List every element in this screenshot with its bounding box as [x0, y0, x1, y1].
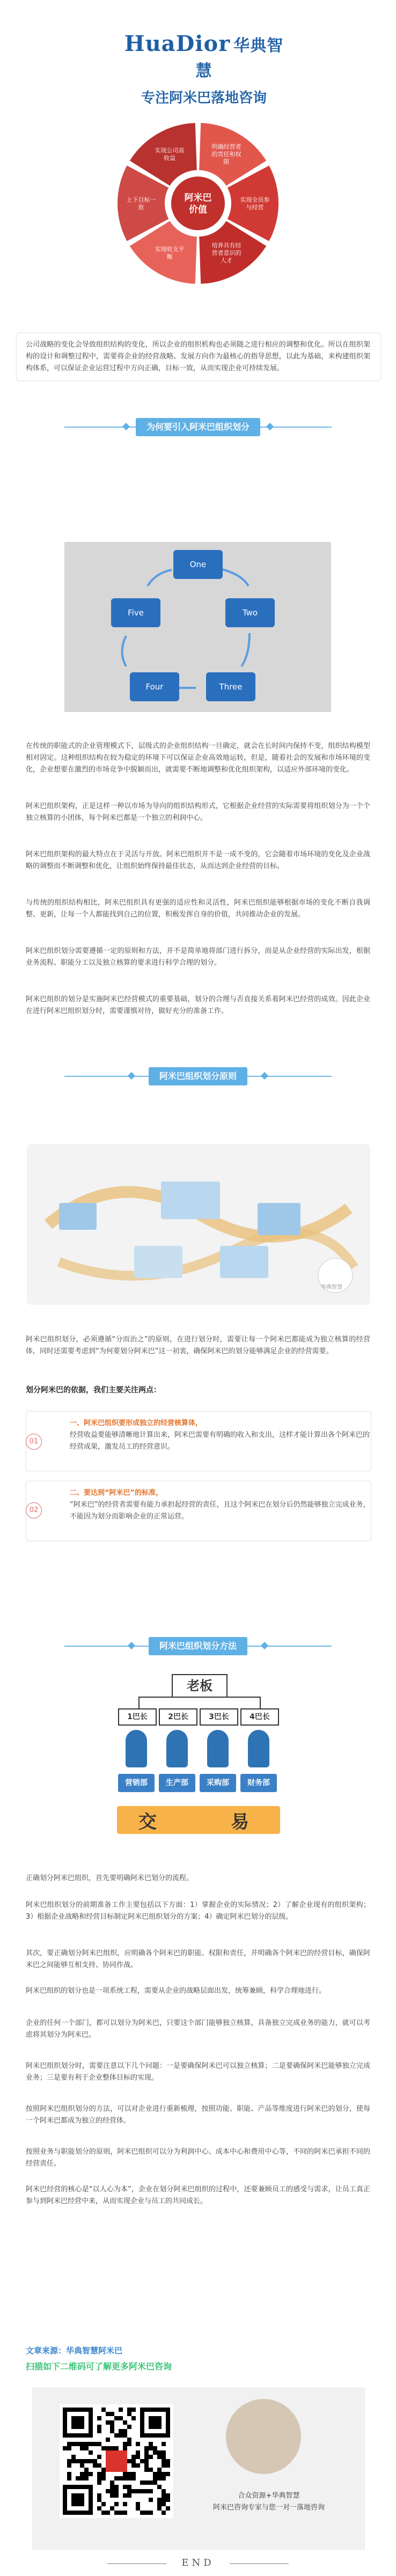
trade-char-1: 交 — [138, 1811, 157, 1833]
org-department: 生产部 — [159, 1774, 195, 1792]
section-header-2 — [0, 1066, 396, 1087]
org-boss: 老板 — [172, 1674, 228, 1698]
consultant-caption — [188, 2490, 349, 2514]
intro-paragraph: 公司战略的变化会导致组织结构的变化，所以企业的组织机构也必须随之进行相应的调整和优化。所以在组织架构的设计和调整过程中，需要将企业的经营战略、发展方向作为最核心的指导思想，以此为基础，来构建组织架构体系，可以保证企业运营过程中方向正确，目标一致，从而实现企业可持续发展。 — [26, 341, 370, 372]
building-icon — [59, 1203, 97, 1230]
body3-p4: 阿米巴组织的划分也是一项系统工程，需要从企业的战略层面出发，统筹兼顾，科学合理地进行。 — [26, 1987, 326, 1995]
qr-code[interactable] — [60, 2404, 173, 2518]
org-department: 财务部 — [240, 1774, 277, 1792]
body3-p8: 按照业务与职能划分的原则，阿米巴组织可以分为利润中心、成本中心和费用中心等，不同的阿米巴承担不同的经营责任。 — [26, 2148, 370, 2168]
body3-p2: 阿米巴组织划分的前期准备工作主要包括以下方面：1）掌握企业的实际情况；2）了解企业现有的组织架构；3）根据企业战略和经营目标制定阿米巴组织划分的方案；4）确定阿米巴划分的层级。 — [26, 1901, 370, 1921]
body2-lead: 划分阿米巴的依据，我们主要关注两点： — [26, 1386, 161, 1395]
cycle-node-2: Two — [225, 598, 275, 627]
cycle-diagram — [64, 542, 331, 712]
note-number-1: 01 — [26, 1434, 42, 1450]
wheel-segment-label: 营者意识的 — [211, 249, 241, 256]
body3-p5: 企业的任何一个部门，都可以划分为阿米巴，只要这个部门能够独立核算，具备独立完成业务的能力，就可以考虑将其划分为阿米巴。 — [26, 2019, 370, 2039]
diamond-icon — [128, 1072, 135, 1080]
note-title-1: 一、阿米巴组织要形成独立的经营核算体， — [70, 1419, 203, 1427]
brand-name — [123, 31, 284, 82]
org-department: 营销部 — [118, 1774, 155, 1792]
cycle-node-5: Five — [111, 598, 160, 627]
wheel-segment-label: 实现收支平 — [155, 245, 185, 253]
body1-p5: 阿米巴组织划分需要遵循一定的原则和方法，并不是简单地将部门进行拆分，而是从企业经营的实际出发，根据业务流程、职能分工以及独立核算的要求进行科学合理的划分。 — [26, 947, 370, 967]
arrow-icon — [241, 633, 250, 666]
body3-p1: 正确划分阿米巴组织，首先要明确阿米巴划分的流程。 — [26, 1874, 194, 1882]
diamond-icon — [128, 1642, 135, 1649]
cycle-node-4: Four — [130, 672, 179, 701]
section-title: 阿米巴组织划分原则 — [149, 1067, 247, 1085]
wheel-segment-label: 的责任和权 — [211, 151, 241, 158]
end-divider — [0, 2554, 396, 2573]
qr-code-icon — [63, 2408, 170, 2515]
diamond-icon — [266, 423, 274, 430]
wheel-segment-label: 收益 — [164, 155, 175, 162]
org-head: 1巴长 — [118, 1708, 157, 1726]
brand-logo — [123, 31, 284, 106]
building-icon — [161, 1181, 220, 1219]
note-title-2: 二、要达到“阿米巴”的标准， — [70, 1489, 163, 1497]
body1-p2: 阿米巴组织架构，正是这样一种以市场为导向的组织结构形式，它根据企业经营的实际需要将组织划分为一个个独立核算的小团体，每个阿米巴都是一个独立的利润中心。 — [26, 802, 370, 822]
caption-line2: 阿米巴咨询专家与您一对一落地咨询 — [212, 2504, 325, 2512]
wheel-segment-label: 限 — [223, 158, 230, 166]
wheel-center-line1: 阿米巴 — [184, 193, 212, 203]
end-label: END — [181, 2557, 215, 2568]
org-connector — [138, 1697, 261, 1709]
contact-card — [32, 2388, 365, 2550]
note-number-2: 02 — [26, 1502, 42, 1518]
wheel-segment-label: 实现公司高 — [155, 147, 185, 155]
diamond-icon — [261, 1072, 268, 1080]
arrow-icon — [220, 569, 248, 586]
wheel-segment-label: 致 — [138, 204, 144, 211]
building-icon — [220, 1246, 268, 1278]
caption-line1: 合众资源+华典智慧 — [238, 2492, 300, 2500]
person-icon — [126, 1730, 147, 1767]
wheel-center — [171, 177, 225, 230]
diamond-icon — [261, 1642, 268, 1649]
arrow-icon — [122, 636, 127, 666]
wheel-center-line2: 价值 — [189, 204, 207, 215]
wheel-segment-label: 培养具有经 — [211, 241, 241, 249]
brand-name-cn: 华典智慧 — [195, 36, 284, 80]
building-icon — [134, 1246, 182, 1278]
org-head: 2巴长 — [159, 1708, 197, 1726]
org-department: 采购部 — [200, 1774, 236, 1792]
body2-p1: 阿米巴组织划分，必须遵循“分而治之”的原则，在进行划分时，需要让每一个阿米巴都能成为独立核算的经营体，同时还需要考虑到“为何要划分阿米巴”这一初衷，确保阿米巴的划分能够满足企业的经营需要。 — [26, 1335, 370, 1355]
illustration-graphic — [27, 1144, 370, 1305]
consultant-avatar — [226, 2399, 301, 2474]
qr-prompt: 扫描如下二维码可了解更多阿米巴咨询 — [26, 2361, 172, 2372]
section-title: 阿米巴组织划分方法 — [149, 1637, 247, 1655]
brand-tagline: 专注阿米巴落地咨询 — [141, 90, 267, 106]
person-icon — [166, 1730, 188, 1767]
wheel-segment-label: 人才 — [221, 256, 232, 264]
building-icon — [258, 1203, 300, 1235]
org-head: 3巴长 — [200, 1708, 238, 1726]
amoeba-value-wheel — [115, 120, 281, 287]
section-header-1 — [0, 416, 396, 438]
amoeba-illustration — [27, 1144, 370, 1305]
note-text-1: 经营收益要能够清晰地计算出来，阿米巴需要有明确的收入和支出，这样才能计算出各个阿米巴的经营成果，激发员工的经营意识。 — [70, 1431, 370, 1451]
body3-p9: 阿米巴经营的核心是“以人心为本”，企业在划分阿米巴组织的过程中，还要兼顾员工的感受与需求，让员工真正参与到阿米巴经营中来，从而实现企业与员工的共同成长。 — [26, 2185, 370, 2205]
person-icon — [207, 1730, 229, 1767]
body1-p1: 在传统的职能式的企业管理模式下，层级式的企业组织结构一旦确定，就会在长时间内保持不变，组织结构模型相对固定。这种组织结构在较为稳定的环境下可以保证企业高效地运转，但是，随着社会的发展和市场环境的变化，企业想要在激烈的市场竞争中脱颖而出，就需要不断地调整和优化组织架构，以适应外部环境的变化。 — [26, 742, 370, 774]
arrow-icon — [148, 570, 172, 586]
cycle-node-1: One — [173, 550, 223, 579]
cycle-node-3: Three — [206, 672, 255, 701]
note-text-2: “阿米巴”的经营者需要有能力承担起经营的责任，且这个阿米巴在划分后仍然能够独立完成业务，不能因为划分而影响企业的正常运营。 — [70, 1501, 370, 1521]
end-line-right — [230, 2563, 289, 2564]
wheel-segment-label: 明确经营者 — [211, 143, 241, 151]
wheel-segment-label: 与经营 — [246, 204, 264, 211]
body3-p6: 阿米巴组织划分时，需要注意以下几个问题：一是要确保阿米巴可以独立核算；二是要确保阿米巴能够独立完成业务；三是要有利于企业整体目标的实现。 — [26, 2062, 370, 2082]
org-chart — [117, 1674, 280, 1856]
trade-char-2: 易 — [231, 1811, 249, 1833]
brand-name-en: HuaDior — [124, 31, 231, 56]
body1-p4: 与传统的组织结构相比，阿米巴组织具有更强的适应性和灵活性，阿米巴组织能够根据市场的变化不断自我调整、更新，让每一个人都能找到自己的位置，积极发挥自身的价值，共同推动企业的发展。 — [26, 899, 370, 919]
article-source: 文章来源：华典智慧阿米巴 — [26, 2346, 123, 2355]
section-header-3 — [0, 1635, 396, 1657]
org-head: 4巴长 — [240, 1708, 279, 1726]
body3-p3: 其次，要正确划分阿米巴组织，应明确各个阿米巴的职能、权限和责任，并明确各个阿米巴的经营目标，确保阿米巴之间能够互相支持、协同作战。 — [26, 1949, 370, 1969]
body1-p3: 阿米巴组织架构的最大特点在于灵活与开放。阿米巴组织并不是一成不变的，它会随着市场环境的变化及企业战略的调整而不断调整和优化，让组织始终保持最佳状态，从而达到企业经营的目标。 — [26, 850, 370, 870]
wheel-segment-label: 衡 — [166, 253, 173, 260]
body3-p7: 按照阿米巴组织划分的方法，可以对企业进行重新梳理，按照功能、职能、产品等维度进行阿米巴的划分，使每一个阿米巴都成为独立的经营体。 — [26, 2105, 370, 2125]
illustration-caption: 华典智慧 — [321, 1285, 342, 1290]
wheel-segment-label: 实现全员参 — [240, 196, 270, 203]
diamond-icon — [122, 423, 130, 430]
section-title: 为何要引入阿米巴组织划分 — [136, 418, 260, 436]
body1-p6: 阿米巴组织的划分是实施阿米巴经营模式的重要基础，划分的合理与否直接关系着阿米巴经营的成效。因此企业在进行阿米巴组织划分时，需要谨慎对待，做好充分的准备工作。 — [26, 995, 370, 1015]
person-icon — [248, 1730, 269, 1767]
end-line-left — [107, 2563, 166, 2564]
wheel-segment-label: 上下目标一 — [126, 196, 156, 203]
